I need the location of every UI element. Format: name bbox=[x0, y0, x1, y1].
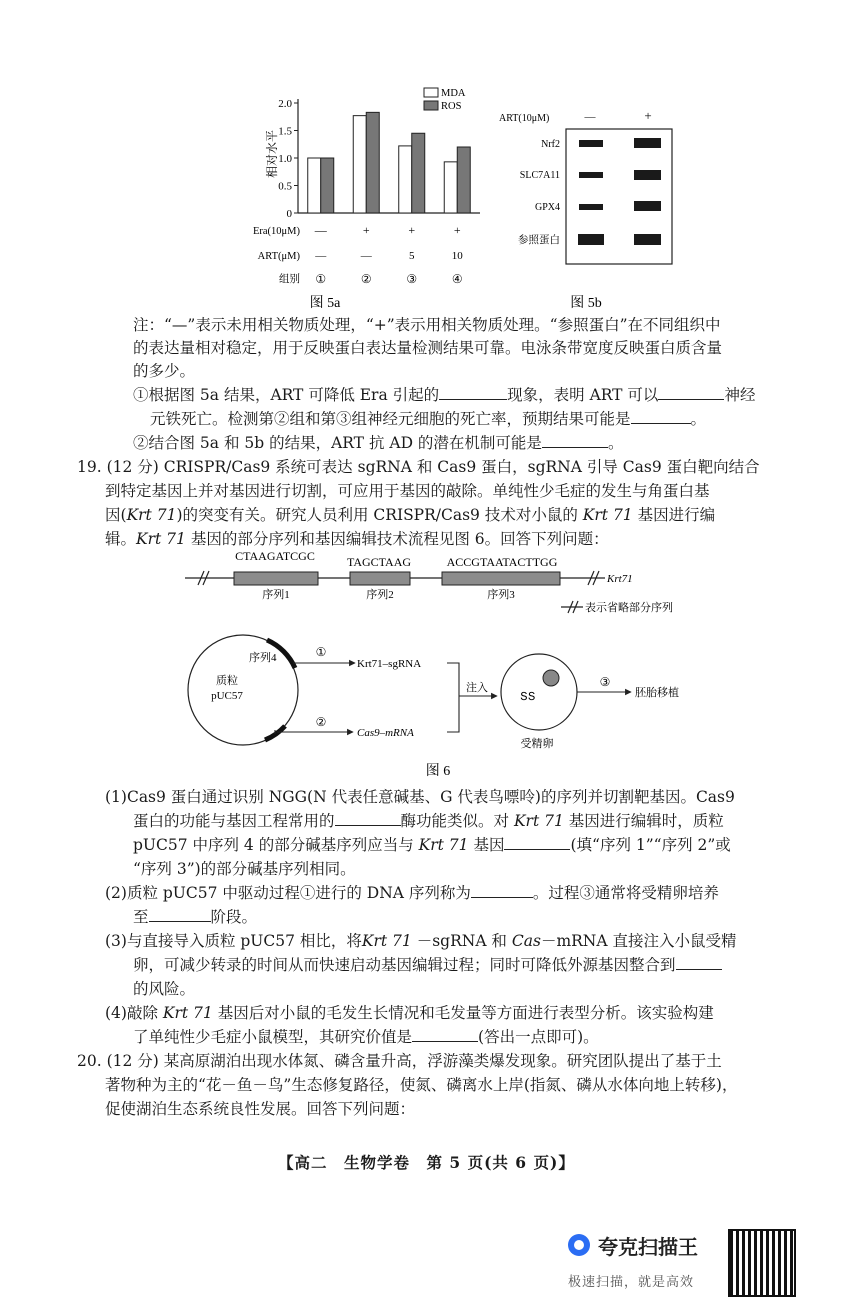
fig5a-condition-rows bbox=[314, 223, 464, 286]
q19-4-line-2 bbox=[133, 1027, 599, 1048]
era-value: + bbox=[408, 223, 416, 237]
group-label: ③ bbox=[406, 272, 418, 286]
art-value: 5 bbox=[409, 250, 415, 262]
bar-ros-1 bbox=[321, 158, 334, 213]
band-label-nrf2: Nrf2 bbox=[541, 139, 560, 150]
q19-1-line-1: (1)Cas9 蛋白通过识别 NGG(N 代表任意碱基、G 代表鸟嘌呤)的序列并切割靶基因。Cas9 bbox=[105, 788, 735, 806]
q18-line-1 bbox=[133, 385, 755, 406]
answer-blank[interactable] bbox=[658, 385, 724, 400]
q19-3-line-3: 的风险。 bbox=[133, 980, 196, 998]
gene-name: Krt 71 bbox=[582, 506, 633, 524]
q19-line-1: 19. (12 分) CRISPR/Cas9 系统可表达 sgRNA 和 Cas9 蛋白，sgRNA 引导 Cas9 蛋白靶向结合 bbox=[77, 458, 760, 476]
q19-1-line-2 bbox=[133, 811, 724, 832]
y-tick-label: 1.5 bbox=[278, 125, 292, 138]
bar-ros-2 bbox=[366, 112, 379, 213]
art-value: — bbox=[360, 250, 372, 262]
band-label-reference: 参照蛋白 bbox=[518, 235, 560, 246]
row-label-era: Era(10μM) bbox=[252, 226, 300, 237]
q18-text-g: 。 bbox=[607, 434, 624, 452]
q19-text: 酶功能类似。对 bbox=[400, 812, 510, 830]
q18-text-a: ①根据图 5a 结果，ART 可降低 Era 引起的 bbox=[133, 386, 440, 404]
q18-text-b: 现象，表明 ART 可以 bbox=[507, 386, 659, 404]
seq2-box bbox=[350, 572, 410, 585]
sgrna-label: Krt71–sgRNA bbox=[357, 658, 422, 670]
fig5b-header-plus: + bbox=[644, 108, 652, 123]
fig5a-title: 图 5a bbox=[309, 296, 341, 311]
q19-1-line-4: “序列 3”)的部分碱基序列相同。 bbox=[133, 860, 356, 878]
q19-text: －sgRNA 和 bbox=[416, 932, 507, 950]
zygote-nucleus bbox=[543, 670, 559, 686]
step3-label: ③ bbox=[599, 675, 611, 689]
q19-text: 蛋白的功能与基因工程常用的 bbox=[133, 812, 335, 830]
seq3-label: 序列3 bbox=[487, 589, 515, 601]
step1-label: ① bbox=[315, 645, 327, 659]
q18-text-f: ②结合图 5a 和 5b 的结果，ART 抗 AD 的潜在机制可能是 bbox=[133, 434, 542, 452]
qr-code-icon[interactable] bbox=[728, 1229, 796, 1297]
mrna-label: Cas9–mRNA bbox=[357, 727, 414, 739]
plasmid-label-2: pUC57 bbox=[211, 690, 243, 702]
art-value: 10 bbox=[451, 250, 463, 262]
answer-blank[interactable] bbox=[676, 955, 722, 970]
bar-mda-3 bbox=[399, 146, 412, 213]
legend-label-ros: ROS bbox=[441, 101, 462, 112]
band-reference-minus bbox=[578, 234, 604, 245]
q19-line-4 bbox=[105, 529, 609, 550]
bar-mda-2 bbox=[353, 116, 366, 213]
merge-bracket bbox=[447, 663, 497, 732]
band-reference-plus bbox=[634, 234, 661, 245]
y-tick-label: 2.0 bbox=[278, 98, 292, 110]
q19-text: －mRNA 直接注入小鼠受精 bbox=[540, 932, 737, 950]
fig6-diagram bbox=[185, 550, 705, 780]
y-tick-label: 0 bbox=[286, 208, 292, 220]
legend-swatch-mda bbox=[424, 88, 438, 97]
q18-line-3 bbox=[133, 433, 623, 454]
q19-line-2: 到特定基因上并对基因进行切割，可应用于基因的敲除。单纯性少毛症的发生与角蛋白基 bbox=[105, 482, 710, 500]
quark-logo-inner bbox=[574, 1240, 584, 1250]
row-label-art: ART(μM) bbox=[257, 251, 300, 262]
answer-blank[interactable] bbox=[504, 835, 570, 850]
note-line-1: 注：“—”表示未用相关物质处理，“+”表示用相关物质处理。“参照蛋白”在不同组织中 bbox=[133, 316, 721, 334]
watermark-slogan: 极速扫描，就是高效 bbox=[568, 1275, 695, 1290]
band-gpx4-plus bbox=[634, 201, 661, 211]
q19-text: (2)质粒 pUC57 中驱动过程①进行的 DNA 序列称为 bbox=[105, 884, 471, 902]
seq1-box bbox=[234, 572, 318, 585]
q18-line-2 bbox=[150, 409, 706, 430]
group-label: ② bbox=[360, 272, 372, 286]
q18-text-e: 。 bbox=[690, 410, 707, 428]
answer-blank[interactable] bbox=[412, 1027, 478, 1042]
bar-mda-4 bbox=[444, 162, 457, 213]
band-slc7a11-plus bbox=[634, 170, 661, 180]
seq2-text: TAGCTAAG bbox=[346, 555, 412, 569]
q19-text: 基因进行编辑时，质粒 bbox=[568, 812, 724, 830]
q18-text-d: 元铁死亡。检测第②组和第③组神经元细胞的死亡率，预期结果可能是 bbox=[150, 410, 631, 428]
seq3-text: ACCGTAATACTTGG bbox=[446, 555, 558, 569]
seq1-text: CTAAGATCGC bbox=[235, 550, 315, 563]
fig5a-chart bbox=[240, 82, 510, 312]
q20-line-2: 著物种为主的“花－鱼－鸟”生态修复路径，使氮、磷离水上岸(指氮、磷从水体向地上转移)， bbox=[105, 1076, 738, 1094]
y-tick-label: 1.0 bbox=[278, 153, 292, 165]
q19-text: 了单纯性少毛症小鼠模型，其研究价值是 bbox=[133, 1028, 413, 1046]
note-line-3: 的多少。 bbox=[133, 362, 196, 380]
answer-blank[interactable] bbox=[439, 385, 507, 400]
q19-1-line-3 bbox=[133, 835, 731, 856]
q19-text: )的突变有关。研究人员利用 CRISPR/Cas9 技术对小鼠的 bbox=[176, 506, 578, 524]
q19-text: (4)敲除 bbox=[105, 1004, 158, 1022]
group-label: ④ bbox=[451, 272, 463, 286]
seq3-box bbox=[442, 572, 560, 585]
band-nrf2-minus bbox=[579, 140, 603, 147]
page-footer: 【高二 生物学卷 第 5 页(共 6 页)】 bbox=[278, 1153, 575, 1172]
bar-mda-1 bbox=[308, 158, 321, 213]
q19-text: 辑。 bbox=[105, 530, 137, 548]
gene-name: Krt 71 bbox=[513, 812, 564, 830]
y-tick-label: 0.5 bbox=[278, 180, 292, 193]
plasmid-label-1: 质粒 bbox=[216, 675, 238, 687]
answer-blank[interactable] bbox=[335, 811, 401, 826]
fig5b-header-minus: — bbox=[584, 111, 596, 123]
answer-blank[interactable] bbox=[631, 409, 691, 424]
answer-blank[interactable] bbox=[471, 883, 533, 898]
rna-squiggles: ՏՏ bbox=[520, 691, 536, 703]
fig5a-bars bbox=[308, 112, 471, 213]
omit-symbol bbox=[561, 601, 583, 613]
gene-name: Krt 71 bbox=[162, 1004, 213, 1022]
q19-text: 因( bbox=[105, 506, 127, 524]
gene-name: Krt 71 bbox=[136, 530, 186, 548]
gene-name: Krt 71 bbox=[418, 836, 469, 854]
gene-name: Cas bbox=[511, 932, 541, 950]
seq4-label: 序列4 bbox=[249, 652, 277, 664]
bar-ros-3 bbox=[412, 133, 425, 213]
q19-3-line-2 bbox=[133, 955, 722, 976]
q19-text: 基因 bbox=[473, 836, 505, 854]
fig5b-title: 图 5b bbox=[570, 296, 602, 311]
band-label-gpx4: GPX4 bbox=[534, 202, 560, 213]
q19-text: 基因进行编 bbox=[637, 506, 716, 524]
q20-line-3: 促使湖泊生态系统良性发展。回答下列问题： bbox=[105, 1100, 416, 1118]
art-value: — bbox=[315, 250, 327, 262]
era-value: + bbox=[362, 223, 370, 237]
q19-text: 卵，可减少转录的时间从而快速启动基因编辑过程；同时可降低外源基因整合到 bbox=[133, 956, 676, 974]
q19-3-line-1 bbox=[105, 931, 737, 952]
note-line-2: 的表达量相对稳定，用于反映蛋白表达量检测结果可靠。电泳条带宽度反映蛋白质含量 bbox=[133, 339, 723, 357]
answer-blank[interactable] bbox=[542, 433, 608, 448]
q19-text: 。过程③通常将受精卵培养 bbox=[532, 884, 719, 902]
transfer-label: 胚胎移植 bbox=[635, 687, 679, 699]
fig6-title: 图 6 bbox=[425, 764, 451, 779]
legend-label-mda: MDA bbox=[441, 88, 466, 99]
watermark bbox=[566, 1229, 796, 1299]
q19-text: (3)与直接导入质粒 pUC57 相比，将 bbox=[105, 932, 362, 950]
watermark-brand: 夸克扫描王 bbox=[598, 1235, 698, 1259]
q19-text: (答出一点即可)。 bbox=[478, 1028, 599, 1046]
q20-line-1: 20. (12 分) 某高原湖泊出现水体氮、磷含量升高，浮游藻类爆发现象。研究团队提出了基于土 bbox=[77, 1052, 722, 1070]
legend-swatch-ros bbox=[424, 101, 438, 110]
gene-name: Krt 71 bbox=[361, 932, 412, 950]
answer-blank[interactable] bbox=[149, 907, 211, 922]
q19-4-line-1 bbox=[105, 1003, 714, 1024]
arrow-step2 bbox=[275, 730, 353, 734]
era-value: — bbox=[314, 223, 327, 237]
q19-text: 基因后对小鼠的毛发生长情况和毛发量等方面进行表型分析。该实验构建 bbox=[217, 1004, 714, 1022]
gene-label: Krt71 bbox=[607, 573, 633, 585]
fig5b-blot bbox=[498, 100, 698, 312]
row-label-group: 组别 bbox=[279, 274, 300, 285]
q19-text: pUC57 中序列 4 的部分碱基序列应当与 bbox=[133, 836, 414, 854]
fig5b-header-label: ART(10μM) bbox=[499, 113, 550, 124]
q19-text: (填“序列 1”“序列 2”或 bbox=[570, 836, 731, 854]
omit-legend-text: 表示省略部分序列 bbox=[585, 602, 673, 614]
band-gpx4-minus bbox=[579, 204, 603, 210]
seq1-label: 序列1 bbox=[262, 589, 290, 601]
band-nrf2-plus bbox=[634, 138, 661, 148]
q19-text: 阶段。 bbox=[210, 908, 258, 926]
seq2-label: 序列2 bbox=[366, 589, 394, 601]
band-slc7a11-minus bbox=[579, 172, 603, 178]
fig5a-ylabel: 相对水平 bbox=[265, 129, 279, 179]
band-label-slc7a11: SLC7A11 bbox=[519, 170, 560, 181]
group-label: ① bbox=[315, 272, 327, 286]
q19-text: 基因的部分序列和基因编辑技术流程见图 6。回答下列问题： bbox=[190, 530, 609, 548]
gene-name: Krt 71 bbox=[126, 506, 177, 524]
q19-2-line-1 bbox=[105, 883, 719, 904]
q19-line-3 bbox=[105, 505, 715, 526]
q19-text: 至 bbox=[133, 908, 149, 926]
q18-text-c: 神经 bbox=[724, 386, 756, 404]
step2-label: ② bbox=[315, 715, 327, 729]
zygote-circle bbox=[501, 654, 577, 730]
era-value: + bbox=[453, 223, 461, 237]
zygote-label: 受精卵 bbox=[520, 738, 554, 750]
q19-2-line-2 bbox=[133, 907, 257, 928]
inject-label: 注入 bbox=[466, 682, 488, 694]
bar-ros-4 bbox=[457, 147, 470, 213]
